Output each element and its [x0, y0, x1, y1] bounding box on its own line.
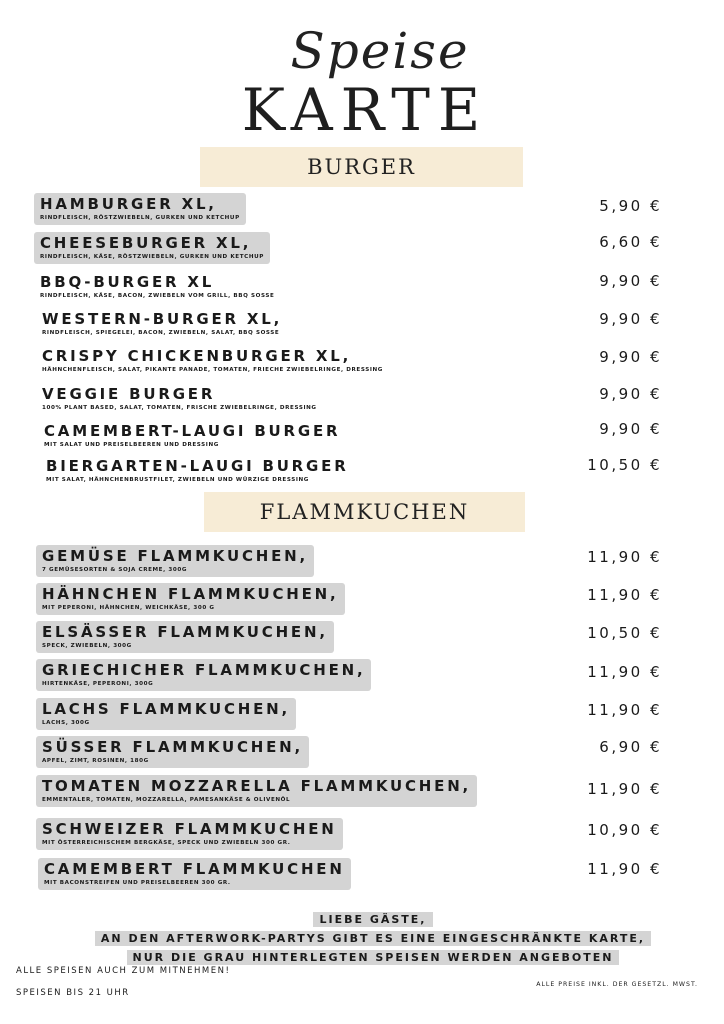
- menu-title-script: Speise: [290, 22, 470, 80]
- menu-item-box: [40, 455, 355, 487]
- menu-item-description: EMMENTALER, TOMATEN, MOZZARELLA, PAMESANKÄSE & OLIVENÖL: [42, 797, 291, 803]
- menu-item: [36, 736, 309, 768]
- menu-item-name: GRIECHICHER FLAMMKUCHEN,: [42, 661, 366, 679]
- notice-line-3: NUR DIE GRAU HINTERLEGTEN SPEISEN WERDEN ANGEBOTEN: [127, 950, 620, 965]
- menu-item-name: VEGGIE BURGER: [42, 385, 216, 403]
- menu-item-description: LACHS, 300G: [42, 720, 90, 726]
- menu-item-price: 11,90 €: [587, 663, 662, 681]
- section-header-flammkuchen: FLAMMKUCHEN: [204, 492, 525, 532]
- menu-item-box: [36, 383, 323, 415]
- menu-item-description: MIT SALAT, HÄHNCHENBRUSTFILET, ZWIEBELN UND WÜRZIGE DRESSING: [46, 477, 309, 483]
- menu-item-box: [36, 818, 343, 850]
- menu-item-box: [36, 736, 309, 768]
- menu-item-price: 10,50 €: [587, 456, 662, 474]
- menu-item: [36, 545, 314, 577]
- menu-item-description: MIT BACONSTREIFEN UND PREISELBEEREN 300 GR.: [44, 880, 231, 886]
- menu-item-name: CHEESEBURGER XL,: [40, 234, 252, 252]
- menu-item-description: MIT ÖSTERREICHISCHEM BERGKÄSE, SPECK UND ZWIEBELN 300 GR.: [42, 840, 291, 846]
- menu-item-box: [38, 420, 346, 452]
- menu-item-description: APFEL, ZIMT, ROSINEN, 180G: [42, 758, 149, 764]
- menu-item-price: 6,90 €: [599, 738, 662, 756]
- menu-item-box: [34, 232, 270, 264]
- menu-item-description: RINDFLEISCH, KÄSE, RÖSTZWIEBELN, GURKEN UND KETCHUP: [40, 254, 264, 260]
- menu-item-price: 10,50 €: [587, 624, 662, 642]
- menu-item-box: [36, 308, 288, 340]
- menu-item-price: 6,60 €: [599, 233, 662, 251]
- afterwork-notice: [70, 908, 676, 965]
- notice-line-2: AN DEN AFTERWORK-PARTYS GIBT ES EINE EINGESCHRÄNKTE KARTE,: [95, 931, 651, 946]
- menu-item-name: GEMÜSE FLAMMKUCHEN,: [42, 547, 309, 565]
- menu-item-box: [38, 858, 351, 890]
- menu-item: [40, 455, 355, 487]
- menu-item-box: [34, 193, 246, 225]
- menu-item-description: 7 GEMÜSESORTEN & SOJA CREME, 300G: [42, 567, 188, 573]
- menu-item-price: 10,90 €: [587, 821, 662, 839]
- menu-item-description: RINDFLEISCH, KÄSE, BACON, ZWIEBELN VOM GRILL, BBQ SOSSE: [40, 293, 275, 299]
- menu-item: [36, 775, 477, 807]
- menu-item: [34, 232, 270, 264]
- menu-item-description: HIRTENKÄSE, PEPERONI, 300G: [42, 681, 154, 687]
- menu-item: [38, 420, 346, 452]
- menu-item-name: WESTERN-BURGER XL,: [42, 310, 283, 328]
- menu-item: [36, 659, 371, 691]
- menu-item-name: BBQ-BURGER XL: [40, 273, 215, 291]
- menu-item: [36, 698, 296, 730]
- menu-item-box: [36, 659, 371, 691]
- menu-item-description: HÄHNCHENFLEISCH, SALAT, PIKANTE PANADE, TOMATEN, FRIECHE ZWIEBELRINGE, DRESSING: [42, 367, 383, 373]
- menu-item: [36, 621, 334, 653]
- menu-item-description: MIT PEPERONI, HÄHNCHEN, WEICHKÄSE, 300 G: [42, 605, 215, 611]
- menu-item-box: [36, 345, 389, 377]
- kitchen-hours-note: SPEISEN BIS 21 UHR: [16, 988, 130, 998]
- menu-item: [36, 583, 345, 615]
- menu-item-description: 100% PLANT BASED, SALAT, TOMATEN, FRISCHE ZWIEBELRINGE, DRESSING: [42, 405, 317, 411]
- menu-item-name: CAMEMBERT-LAUGI BURGER: [44, 422, 341, 440]
- menu-item-description: RINDFLEISCH, RÖSTZWIEBELN, GURKEN UND KETCHUP: [40, 215, 240, 221]
- menu-item: [34, 193, 246, 225]
- menu-item-price: 11,90 €: [587, 586, 662, 604]
- menu-item-name: TOMATEN MOZZARELLA FLAMMKUCHEN,: [42, 777, 472, 795]
- menu-item-description: RINDFLEISCH, SPIEGELEI, BACON, ZWIEBELN, SALAT, BBQ SOSSE: [42, 330, 280, 336]
- menu-item-price: 9,90 €: [599, 385, 662, 403]
- menu-item-price: 9,90 €: [599, 310, 662, 328]
- menu-item-price: 9,90 €: [599, 272, 662, 290]
- menu-item: [36, 383, 323, 415]
- menu-item: [34, 271, 280, 303]
- menu-item-name: BIERGARTEN-LAUGI BURGER: [46, 457, 349, 475]
- menu-item-name: HAMBURGER XL,: [40, 195, 217, 213]
- menu-item-name: SCHWEIZER FLAMMKUCHEN: [42, 820, 337, 838]
- menu-item-name: ELSÄSSER FLAMMKUCHEN,: [42, 623, 328, 641]
- menu-title-main: KARTE: [241, 76, 489, 144]
- menu-item-box: [36, 775, 477, 807]
- menu-item-price: 9,90 €: [599, 348, 662, 366]
- notice-line-1: LIEBE GÄSTE,: [313, 912, 432, 927]
- menu-item-price: 9,90 €: [599, 420, 662, 438]
- menu-item-box: [36, 545, 314, 577]
- menu-item-box: [36, 698, 296, 730]
- menu-item-name: HÄHNCHEN FLAMMKUCHEN,: [42, 585, 339, 603]
- menu-item-price: 5,90 €: [599, 197, 662, 215]
- menu-item: [36, 818, 343, 850]
- menu-item: [36, 345, 389, 377]
- menu-item: [38, 858, 351, 890]
- menu-item-description: SPECK, ZWIEBELN, 300G: [42, 643, 132, 649]
- menu-item-name: CRISPY CHICKENBURGER XL,: [42, 347, 352, 365]
- menu-item-box: [36, 621, 334, 653]
- takeaway-note: ALLE SPEISEN AUCH ZUM MITNEHMEN!: [16, 966, 231, 976]
- menu-item-price: 11,90 €: [587, 780, 662, 798]
- menu-item-description: MIT SALAT UND PREISELBEEREN UND DRESSING: [44, 442, 219, 448]
- menu-item-price: 11,90 €: [587, 548, 662, 566]
- menu-item-price: 11,90 €: [587, 701, 662, 719]
- menu-item-name: CAMEMBERT FLAMMKUCHEN: [44, 860, 345, 878]
- menu-item: [36, 308, 288, 340]
- menu-item-name: SÜSSER FLAMMKUCHEN,: [42, 738, 304, 756]
- menu-item-name: LACHS FLAMMKUCHEN,: [42, 700, 291, 718]
- menu-item-box: [34, 271, 280, 303]
- vat-note: ALLE PREISE INKL. DER GESETZL. MWST.: [536, 981, 698, 988]
- menu-item-box: [36, 583, 345, 615]
- menu-item-price: 11,90 €: [587, 860, 662, 878]
- section-header-burger: BURGER: [200, 147, 523, 187]
